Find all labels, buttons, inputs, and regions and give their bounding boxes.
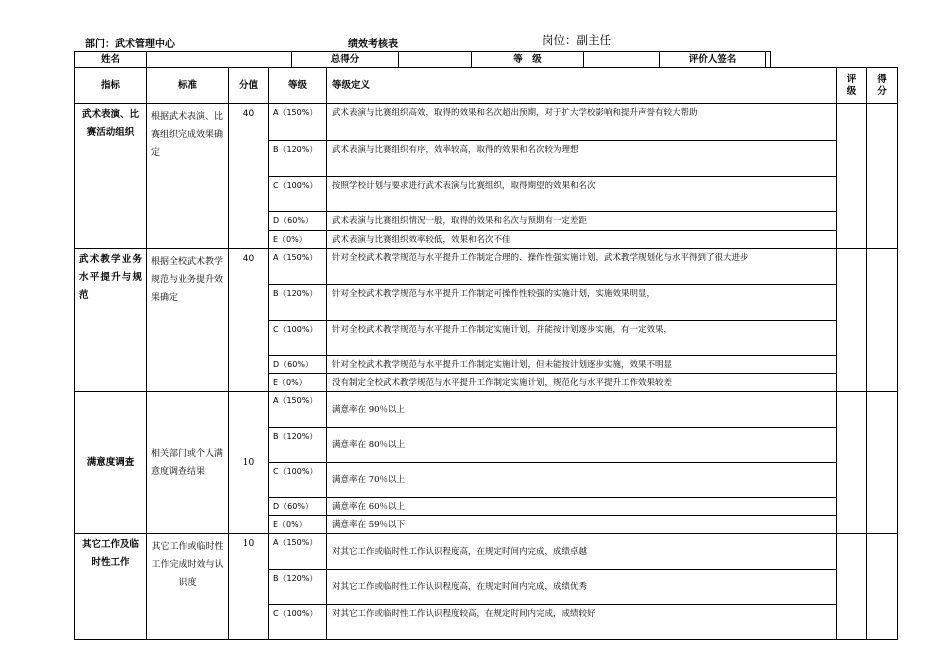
definition-cell: 武术表演与比赛组织有序，效率较高，取得的效果和名次较为理想 — [327, 141, 837, 177]
level-cell: E（0%） — [269, 516, 327, 534]
rating-input[interactable] — [837, 104, 867, 249]
form-title: 绩效考核表 — [348, 39, 398, 50]
score-cell: 40 — [229, 249, 269, 392]
definition-cell: 针对全校武术教学规范与水平提升工作制定合理的、操作性强实施计划，武术教学规划化与水平得到了很大进步 — [327, 249, 837, 285]
definition-cell: 针对全校武术教学规范与水平提升工作制定可操作性较强的实施计划，实施效果明显， — [327, 285, 837, 321]
col-indicator: 指标 — [75, 68, 147, 104]
rating-input[interactable] — [837, 392, 867, 534]
definition-cell: 针对全校武术教学规范与水平提升工作制定实施计划，但未能按计划逐步实施，效果不明显 — [327, 356, 837, 374]
definition-cell: 没有制定全校武术教学规范与水平提升工作制定实施计划，规范化与水平提升工作效果较差 — [327, 374, 837, 392]
table-row — [75, 392, 898, 428]
definition-cell: 对其它工作或临时性工作认识程度高，在规定时间内完成，成绩优秀 — [327, 570, 837, 605]
points-input[interactable] — [867, 249, 898, 392]
score-cell: 10 — [229, 534, 269, 640]
definition-cell: 按照学校计划与要求进行武术表演与比赛组织，取得期望的效果和名次 — [327, 177, 837, 212]
definition-cell: 对其它工作或临时性工作认识程度较高，在规定时间内完成，成绩较好 — [327, 605, 837, 640]
level-cell: C（100%） — [269, 605, 327, 640]
total-score-label: 总得分 — [292, 52, 399, 68]
grade-value[interactable] — [584, 52, 660, 68]
definition-cell: 对其它工作或临时性工作认识程度高，在规定时间内完成，成绩卓越 — [327, 534, 837, 570]
total-score-value[interactable] — [399, 52, 472, 68]
level-cell: B（120%） — [269, 285, 327, 321]
department-label: 部门：武术管理中心 — [85, 39, 175, 50]
table-row — [75, 249, 898, 285]
level-cell: A（150%） — [269, 249, 327, 285]
col-standard: 标准 — [147, 68, 229, 104]
evaluation-table — [74, 67, 898, 640]
col-level: 等级 — [269, 68, 327, 104]
definition-cell: 满意率在 70％以上 — [327, 463, 837, 498]
standard-cell: 相关部门或个人满意度调查结果 — [147, 392, 229, 534]
level-cell: D（60%） — [269, 498, 327, 516]
signer-label: 评价人签名 — [660, 52, 766, 68]
table-row — [75, 104, 898, 141]
level-cell: A（150%） — [269, 534, 327, 570]
level-cell: D（60%） — [269, 212, 327, 231]
definition-cell: 满意率在 59％以下 — [327, 516, 837, 534]
rating-input[interactable] — [837, 249, 867, 392]
level-cell: C（100%） — [269, 463, 327, 498]
name-label: 姓名 — [75, 52, 147, 68]
score-cell: 10 — [229, 392, 269, 534]
definition-cell: 武术表演与比赛组织效率较低，效果和名次不佳 — [327, 231, 837, 249]
indicator-cell: 满意度调查 — [75, 392, 147, 534]
definition-cell: 满意率在 90％以上 — [327, 392, 837, 428]
table-row — [75, 534, 898, 570]
level-cell: A（150%） — [269, 104, 327, 141]
level-cell: B（120%） — [269, 141, 327, 177]
definition-cell: 武术表演与比赛组织高效，取得的效果和名次超出预期，对于扩大学校影响和提升声誉有较大帮助 — [327, 104, 837, 141]
standard-cell: 其它工作或临时性工作完成时效与认识度 — [147, 534, 229, 640]
grade-label: 等 级 — [472, 52, 584, 68]
points-input[interactable] — [867, 392, 898, 534]
level-cell: E（0%） — [269, 374, 327, 392]
level-cell: A（150%） — [269, 392, 327, 428]
indicator-cell: 武术教学业务水平提升与规范 — [75, 249, 147, 392]
level-cell: B（120%） — [269, 570, 327, 605]
col-points: 得 分 — [867, 68, 898, 104]
header-row — [75, 68, 898, 104]
indicator-cell: 武术表演、比赛活动组织 — [75, 104, 147, 249]
name-value[interactable] — [147, 52, 292, 68]
position-label: 岗位：副主任 — [542, 33, 611, 47]
points-input[interactable] — [867, 534, 898, 640]
col-rating: 评 级 — [837, 68, 867, 104]
definition-cell: 针对全校武术教学规范与水平提升工作制定实施计划，并能按计划逐步实施，有一定效果， — [327, 321, 837, 356]
definition-cell: 满意率在 80％以上 — [327, 428, 837, 463]
score-cell: 40 — [229, 104, 269, 249]
level-cell: D（60%） — [269, 356, 327, 374]
level-cell: E（0%） — [269, 231, 327, 249]
standard-cell: 根据全校武术教学规范与业务提升效果确定 — [147, 249, 229, 392]
standard-cell: 根据武术表演、比赛组织完成效果确定 — [147, 104, 229, 249]
signer-value[interactable] — [766, 52, 771, 68]
level-cell: B（120%） — [269, 428, 327, 463]
info-table — [74, 51, 771, 68]
definition-cell: 武术表演与比赛组织情况一般，取得的效果和名次与预期有一定差距 — [327, 212, 837, 231]
indicator-cell: 其它工作及临时性工作 — [75, 534, 147, 640]
col-score: 分值 — [229, 68, 269, 104]
level-cell: C（100%） — [269, 321, 327, 356]
level-cell: C（100%） — [269, 177, 327, 212]
definition-cell: 满意率在 60％以上 — [327, 498, 837, 516]
rating-input[interactable] — [837, 534, 867, 640]
points-input[interactable] — [867, 104, 898, 249]
col-definition: 等级定义 — [327, 68, 837, 104]
